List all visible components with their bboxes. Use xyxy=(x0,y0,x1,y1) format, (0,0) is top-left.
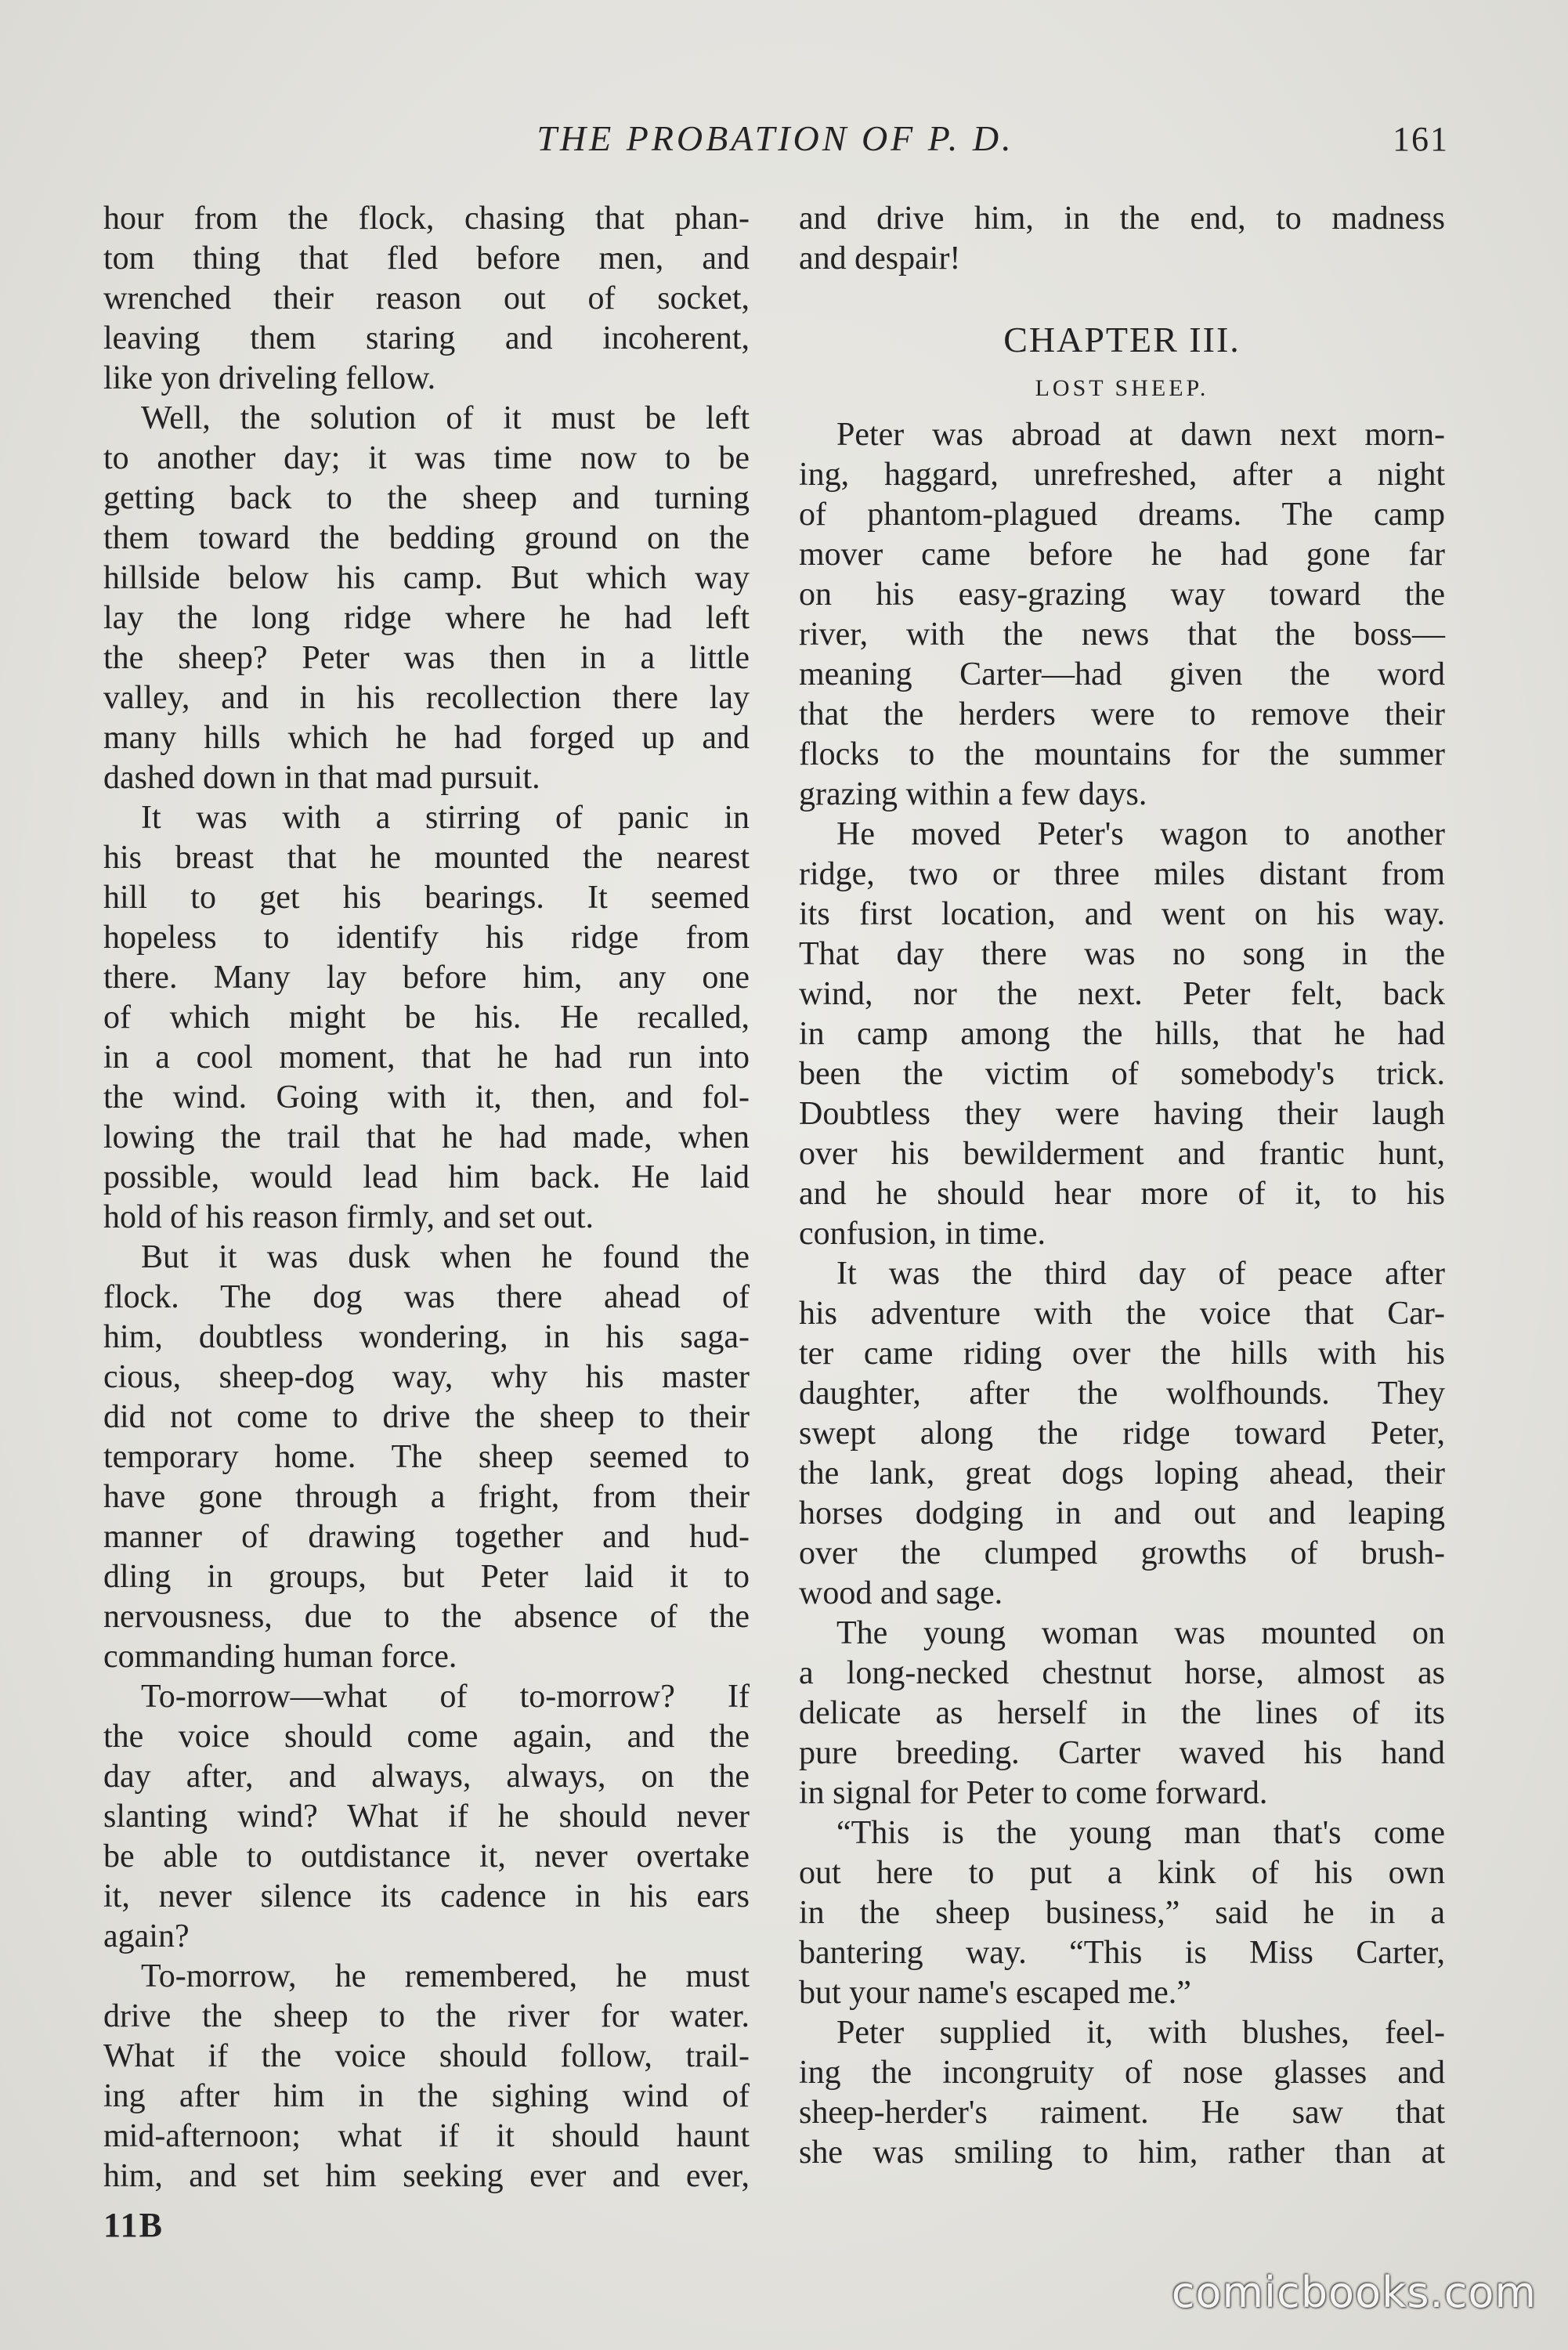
text-line: But it was dusk when he found the xyxy=(141,1239,750,1275)
text-line: leaving them staring and incoherent, xyxy=(103,320,750,356)
text-line: in signal for Peter to come forward. xyxy=(799,1775,1268,1811)
running-head xyxy=(102,118,1449,172)
text-line: it, never silence its cadence in his ears xyxy=(103,1878,750,1914)
text-line: It was with a stirring of panic in xyxy=(141,800,750,836)
text-line: in the sheep business,” said he in a xyxy=(799,1895,1445,1931)
text-line: flock. The dog was there ahead of xyxy=(103,1279,750,1315)
signature-mark: 11B xyxy=(103,2206,164,2244)
text-line: meaning Carter—had given the word xyxy=(799,656,1445,692)
text-line: there. Many lay before him, any one xyxy=(103,960,750,996)
text-line: delicate as herself in the lines of its xyxy=(799,1695,1445,1731)
text-line: of phantom-plagued dreams. The camp xyxy=(799,497,1445,533)
text-line: hour from the flock, chasing that phan- xyxy=(103,201,750,237)
text-line: Peter was abroad at dawn next morn- xyxy=(836,417,1445,453)
text-line: nervousness, due to the absence of the xyxy=(103,1599,750,1635)
text-line: day after, and always, always, on the xyxy=(103,1759,750,1795)
right-column xyxy=(799,199,1445,2173)
text-line: horses dodging in and out and leaping xyxy=(799,1495,1445,1531)
text-line: temporary home. The sheep seemed to xyxy=(103,1439,750,1475)
text-line: the wind. Going with it, then, and fol- xyxy=(103,1079,750,1115)
text-line: river, with the news that the boss— xyxy=(799,616,1445,653)
text-line: Doubtless they were having their laugh xyxy=(799,1096,1445,1132)
text-line: It was the third day of peace after xyxy=(836,1256,1445,1292)
text-line: and despair! xyxy=(799,240,961,277)
text-line: that the herders were to remove their xyxy=(799,696,1445,732)
page-number: 161 xyxy=(1393,120,1449,158)
text-line: many hills which he had forged up and xyxy=(103,720,750,756)
text-line: swept along the ridge toward Peter, xyxy=(799,1415,1445,1452)
text-line: have gone through a fright, from their xyxy=(103,1479,750,1515)
text-line: Well, the solution of it must be left xyxy=(141,400,750,436)
text-line: them toward the bedding ground on the xyxy=(103,520,750,556)
text-line: his breast that he mounted the nearest xyxy=(103,840,750,876)
text-line: wood and sage. xyxy=(799,1575,1003,1611)
text-line: hillside below his camp. But which way xyxy=(103,560,750,596)
text-line: its first location, and went on his way. xyxy=(799,896,1445,932)
text-line: possible, would lead him back. He laid xyxy=(103,1159,750,1195)
text-line: she was smiling to him, rather than at xyxy=(799,2135,1445,2171)
text-line: to another day; it was time now to be xyxy=(103,440,750,476)
text-line: lay the long ridge where he had left xyxy=(103,600,750,636)
text-line: getting back to the sheep and turning xyxy=(103,480,750,516)
text-line: slanting wind? What if he should never xyxy=(103,1799,750,1835)
text-line: the lank, great dogs loping ahead, their xyxy=(799,1455,1445,1491)
chapter-subtitle: LOST SHEEP. xyxy=(1035,375,1209,401)
text-line: lowing the trail that he had made, when xyxy=(103,1119,750,1155)
text-line: ing the incongruity of nose glasses and xyxy=(799,2055,1445,2091)
text-line: tom thing that fled before men, and xyxy=(103,240,750,277)
left-column xyxy=(103,199,750,2196)
text-line: but your name's escaped me.” xyxy=(799,1975,1191,2011)
text-line: hold of his reason firmly, and set out. xyxy=(103,1199,594,1235)
text-line: and he should hear more of it, to his xyxy=(799,1176,1445,1212)
text-line: dashed down in that mad pursuit. xyxy=(103,760,540,796)
text-line: ridge, two or three miles distant from xyxy=(799,856,1445,892)
text-line: out here to put a kink of his own xyxy=(799,1855,1445,1891)
text-line: sheep-herder's raiment. He saw that xyxy=(799,2095,1445,2131)
text-line: of which might be his. He recalled, xyxy=(103,1000,750,1036)
text-line: To-morrow—what of to-morrow? If xyxy=(141,1679,750,1715)
text-line: That day there was no song in the xyxy=(799,936,1445,972)
text-line: bantering way. “This is Miss Carter, xyxy=(799,1935,1445,1971)
text-line: the sheep? Peter was then in a little xyxy=(103,640,750,676)
text-line: wrenched their reason out of socket, xyxy=(103,280,750,316)
text-line: again? xyxy=(103,1918,190,1954)
text-line: He moved Peter's wagon to another xyxy=(836,816,1445,852)
text-line: confusion, in time. xyxy=(799,1216,1046,1252)
text-line: like yon driveling fellow. xyxy=(103,360,436,396)
text-line: his adventure with the voice that Car- xyxy=(799,1296,1445,1332)
text-line: ing, haggard, unrefreshed, after a night xyxy=(799,457,1445,493)
text-line: in a cool moment, that he had run into xyxy=(103,1039,750,1076)
text-line: did not come to drive the sheep to their xyxy=(103,1399,750,1435)
text-line: commanding human force. xyxy=(103,1639,457,1675)
text-line: flocks to the mountains for the summer xyxy=(799,736,1445,772)
watermark-logo: comicbooks.com xyxy=(1171,2268,1537,2317)
text-line: The young woman was mounted on xyxy=(836,1615,1445,1651)
text-line: him, doubtless wondering, in his saga- xyxy=(103,1319,750,1355)
running-title: THE PROBATION OF P. D. xyxy=(537,118,1014,158)
text-line: ing after him in the sighing wind of xyxy=(103,2078,750,2114)
text-line: daughter, after the wolfhounds. They xyxy=(799,1376,1445,1412)
text-line: mid-afternoon; what if it should haunt xyxy=(103,2118,750,2154)
text-line: hill to get his bearings. It seemed xyxy=(103,880,750,916)
text-line: a long-necked chestnut horse, almost as xyxy=(799,1655,1445,1691)
text-line: on his easy-grazing way toward the xyxy=(799,577,1445,613)
text-line: over the clumped growths of brush- xyxy=(799,1535,1445,1571)
text-line: him, and set him seeking ever and ever, xyxy=(103,2158,750,2194)
text-line: Peter supplied it, with blushes, feel- xyxy=(836,2015,1445,2051)
text-line: in camp among the hills, that he had xyxy=(799,1016,1445,1052)
text-line: manner of drawing together and hud- xyxy=(103,1519,750,1555)
text-line: “This is the young man that's come xyxy=(836,1815,1445,1851)
text-line: been the victim of somebody's trick. xyxy=(799,1056,1445,1092)
text-line: over his bewilderment and frantic hunt, xyxy=(799,1136,1445,1172)
text-line: mover came before he had gone far xyxy=(799,537,1445,573)
text-line: cious, sheep-dog way, why his master xyxy=(103,1359,750,1395)
text-line: be able to outdistance it, never overtake xyxy=(103,1838,750,1875)
text-line: wind, nor the next. Peter felt, back xyxy=(799,976,1445,1012)
text-line: hopeless to identify his ridge from xyxy=(103,920,750,956)
text-line: What if the voice should follow, trail- xyxy=(103,2038,750,2074)
text-line: To-morrow, he remembered, he must xyxy=(141,1958,750,1994)
text-line: and drive him, in the end, to madness xyxy=(799,201,1445,237)
text-line: valley, and in his recollection there lay xyxy=(103,680,750,716)
text-line: the voice should come again, and the xyxy=(103,1719,750,1755)
text-line: grazing within a few days. xyxy=(799,776,1147,812)
text-line: drive the sheep to the river for water. xyxy=(103,1998,750,2034)
text-line: dling in groups, but Peter laid it to xyxy=(103,1559,750,1595)
text-line: pure breeding. Carter waved his hand xyxy=(799,1735,1445,1771)
text-line: ter came riding over the hills with his xyxy=(799,1336,1445,1372)
chapter-title: CHAPTER III. xyxy=(1003,320,1241,360)
